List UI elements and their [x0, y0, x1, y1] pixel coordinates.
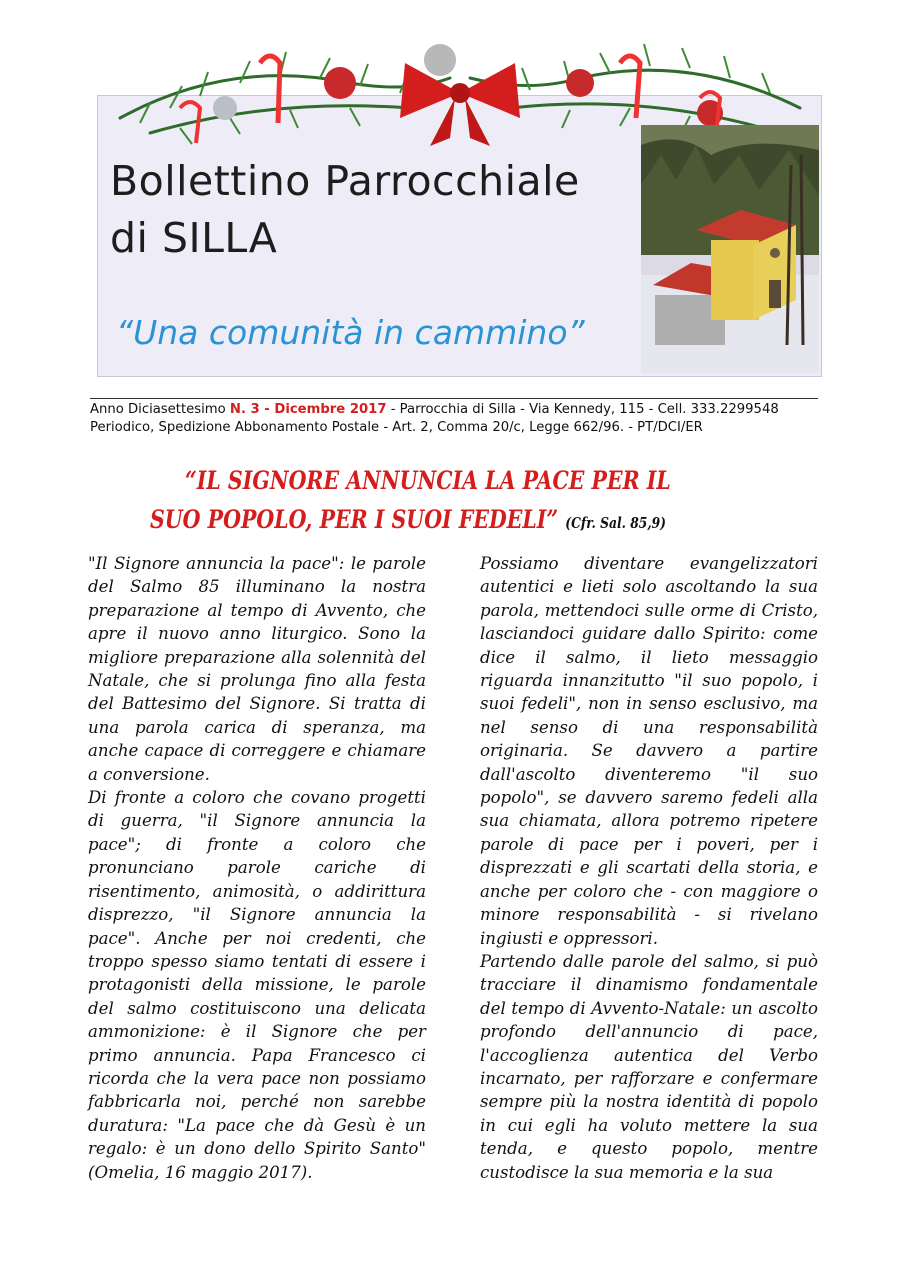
article-headline-text: SUO POPOLO, PER I SUOI FEDELI”: [150, 505, 559, 534]
bulletin-title-location: di SILLA: [110, 214, 278, 262]
article-headline-line2: [150, 505, 888, 534]
article-paragraph: Di fronte a coloro che covano progetti di guerra, "il Signore annuncia la pace"; di fronte a coloro che pronunciano parole cariche di risentimento, animosità, o addirittura disprezzo, "il Signore annuncia la pace". Anche per noi credenti, che troppo spesso siamo tentati di essere i protagonisti della missione, le parole del salmo costituiscono una delicata ammonizione: è il Signore che per primo annuncia. Papa Francesco ci ricorda che la vera pace non possiamo fabbricarla noi, perché non sarebbe duratura: "La pace che dà Gesù è un regalo: è un dono dello Spirito Santo" (Omelia, 16 maggio 2017).: [88, 788, 426, 1182]
publication-info: [90, 398, 818, 437]
publication-info-line2: Periodico, Spedizione Abbonamento Postale - Art. 2, Comma 20/c, Legge 662/96. - PT/DCI/ER: [90, 420, 703, 435]
bulletin-title: Bollettino Parrocchiale: [110, 157, 580, 205]
publication-info-line1: [90, 401, 818, 419]
article-column-right: [480, 552, 818, 1184]
article-paragraph: Partendo dalle parole del salmo, si può tracciare il dinamismo fondamentale del tempo di Avvento-Natale: un ascolto profondo dell'annuncio di pace, l'accoglienza autentica del Verbo incarnato, per rafforzare e confermare sempre più la nostra identità di popolo in cui egli ha voluto mettere la sua tenda, e questo popolo, mentre custodisce la sua memoria e la sua: [480, 951, 818, 1182]
issue-number: N. 3 - Dicembre 2017: [229, 402, 387, 417]
parish-address: - Parrocchia di Silla - Via Kennedy, 115 - Cell. 333.2299548: [390, 402, 779, 417]
article-column-left: [88, 552, 426, 1184]
article-headline-line1: “IL SIGNORE ANNUNCIA LA PACE PER IL: [185, 466, 671, 495]
article-paragraph: Possiamo diventare evangelizzatori autentici e lieti solo ascoltando la sua parola, mettendoci sulle orme di Cristo, lasciandoci guidare dallo Spirito: come dice il salmo, il lieto messaggio riguarda innanzitutto "il suo popolo, i suoi fedeli", non in senso esclusivo, ma nel senso di una responsabilità originaria. Se davvero a partire dall'ascolto diventeremo "il suo popolo", se davvero saremo fedeli alla sua chiamata, allora potremo ripetere parole di pace per i poveri, per i disprezzati e gli scartati della storia, e anche per coloro che - con maggiore o minore responsabilità - si rivelano ingiusti e oppressori.: [480, 554, 818, 948]
bulletin-tagline: “Una comunità in cammino”: [116, 313, 585, 352]
article-paragraph: "Il Signore annuncia la pace": le parole del Salmo 85 illuminano la nostra preparazione al tempo di Avvento, che apre il nuovo anno liturgico. Sono la migliore preparazione alla solennità del Natale, che si prolunga fino alla festa del Battesimo del Signore. Si tratta di una parola carica di speranza, ma anche capace di correggere e chiamare a conversione.: [88, 554, 426, 784]
article-citation: (Cfr. Sal. 85,9): [565, 514, 666, 532]
volume-label: Anno Diciasettesimo: [90, 402, 226, 417]
church-painting-image: [641, 125, 819, 373]
